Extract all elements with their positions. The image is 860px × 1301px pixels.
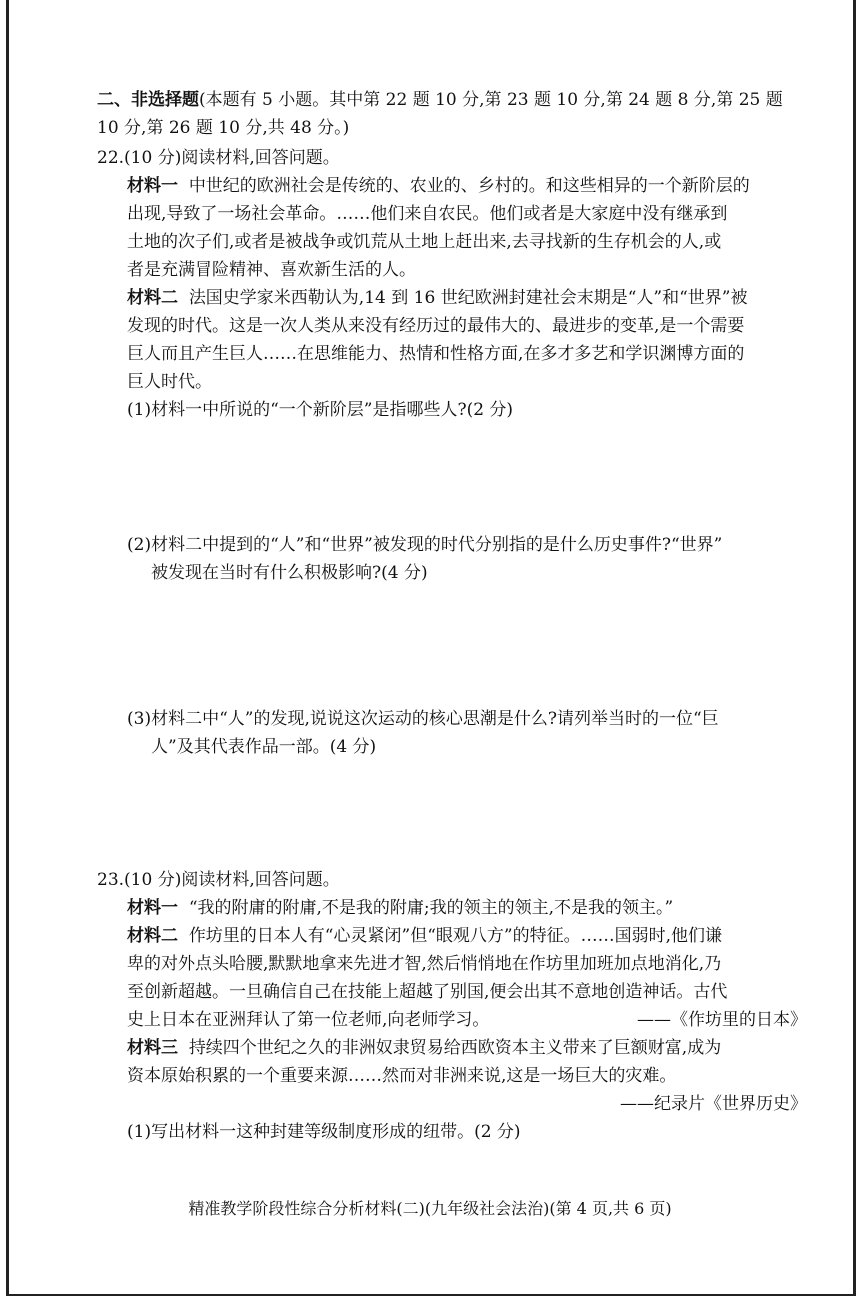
q23-material-3-label: 材料三 bbox=[127, 1038, 178, 1058]
q22-subquestion-3-line2: 人”及其代表作品一部。(4 分) bbox=[151, 737, 377, 757]
q23-material-3-text: 持续四个世纪之久的非洲奴隶贸易给西欧资本主义带来了巨额财富,成为 bbox=[188, 1038, 722, 1058]
q23-material-2-line4 bbox=[97, 1006, 807, 1034]
q22-material-2-line2: 发现的时代。这是一次人类从来没有经历过的最伟大的、最进步的变革,是一个需要 bbox=[127, 316, 745, 336]
q22-subquestion-3-line1: (3)材料二中“人”的发现,说说这次运动的核心思潮是什么?请列举当时的一位“巨 bbox=[127, 709, 719, 729]
q23-header: 23.(10 分)阅读材料,回答问题。 bbox=[97, 870, 340, 890]
q23-material-1 bbox=[97, 894, 807, 922]
q22-material-1-line2: 出现,导致了一场社会革命。……他们来自农民。他们或者是大家庭中没有继承到 bbox=[127, 204, 728, 224]
q23-material-2-line3: 至创新超越。一旦确信自己在技能上超越了别国,便会出其不意地创造神话。古代 bbox=[127, 982, 728, 1002]
section-title: 二、非选择题 bbox=[97, 90, 199, 110]
q22-subquestion-2-line2: 被发现在当时有什么积极影响?(4 分) bbox=[151, 563, 428, 583]
page-footer: 精准教学阶段性综合分析材料(二)(九年级社会法治)(第 4 页,共 6 页) bbox=[188, 1199, 672, 1218]
q23-material-2-label: 材料二 bbox=[127, 926, 178, 946]
q23-material-3-line2: 资本原始积累的一个重要来源……然而对非洲来说,这是一场巨大的灾难。 bbox=[127, 1066, 677, 1086]
q22-material-2-text: 法国史学家米西勒认为,14 到 16 世纪欧洲封建社会末期是“人”和“世界”被 bbox=[188, 288, 748, 308]
q22-material-2-line4: 巨人时代。 bbox=[127, 372, 212, 392]
q22-material-2-line3: 巨人而且产生巨人……在思维能力、热情和性格方面,在多才多艺和学识渊博方面的 bbox=[127, 344, 745, 364]
q22-subquestion-1: (1)材料一中所说的“一个新阶层”是指哪些人?(2 分) bbox=[127, 400, 514, 420]
q23-material-2-text-last: 史上日本在亚洲拜认了第一位老师,向老师学习。 bbox=[127, 1010, 490, 1030]
q23-material-1-text: “我的附庸的附庸,不是我的附庸;我的领主的领主,不是我的领主。” bbox=[188, 898, 674, 918]
section-intro-line2: 10 分,第 26 题 10 分,共 48 分。) bbox=[97, 118, 350, 138]
section-intro-line1: (本题有 5 小题。其中第 22 题 10 分,第 23 题 10 分,第 24 题 8 分,第 25 题 bbox=[199, 90, 783, 110]
q22-subquestion-2-line1: (2)材料二中提到的“人”和“世界”被发现的时代分别指的是什么历史事件?“世界” bbox=[127, 535, 723, 555]
q23-material-2-source: ——《作坊里的日本》 bbox=[637, 1010, 807, 1030]
question-22 bbox=[97, 144, 807, 424]
q23-material-3-source: ——纪录片《世界历史》 bbox=[620, 1094, 807, 1114]
q22-material-1-text: 中世纪的欧洲社会是传统的、农业的、乡村的。和这些相异的一个新阶层的 bbox=[188, 176, 750, 196]
q22-subquestion-2 bbox=[97, 531, 807, 587]
q22-header: 22.(10 分)阅读材料,回答问题。 bbox=[97, 148, 340, 168]
q23-material-3-line1 bbox=[97, 1034, 807, 1062]
q22-material-1-line1 bbox=[97, 172, 807, 200]
question-23 bbox=[97, 866, 807, 1146]
q23-material-1-label: 材料一 bbox=[127, 898, 178, 918]
q23-material-2-text: 作坊里的日本人有“心灵紧闭”但“眼观八方”的特征。……国弱时,他们谦 bbox=[188, 926, 722, 946]
q22-material-1-line4: 者是充满冒险精神、喜欢新生活的人。 bbox=[127, 260, 416, 280]
q22-material-1-label: 材料一 bbox=[127, 176, 178, 196]
q23-material-2-line2: 卑的对外点头哈腰,默默地拿来先进才智,然后悄悄地在作坊里加班加点地消化,乃 bbox=[127, 954, 722, 974]
q23-subquestion-1: (1)写出材料一这种封建等级制度形成的纽带。(2 分) bbox=[127, 1122, 521, 1142]
q22-material-2-line1 bbox=[97, 284, 807, 312]
q22-material-1-line3: 土地的次子们,或者是被战争或饥荒从土地上赶出来,去寻找新的生存机会的人,或 bbox=[127, 232, 722, 252]
section-header bbox=[97, 86, 807, 142]
q23-material-2-line1 bbox=[97, 922, 807, 950]
q22-subquestion-3 bbox=[97, 705, 807, 761]
q22-material-2-label: 材料二 bbox=[127, 288, 178, 308]
